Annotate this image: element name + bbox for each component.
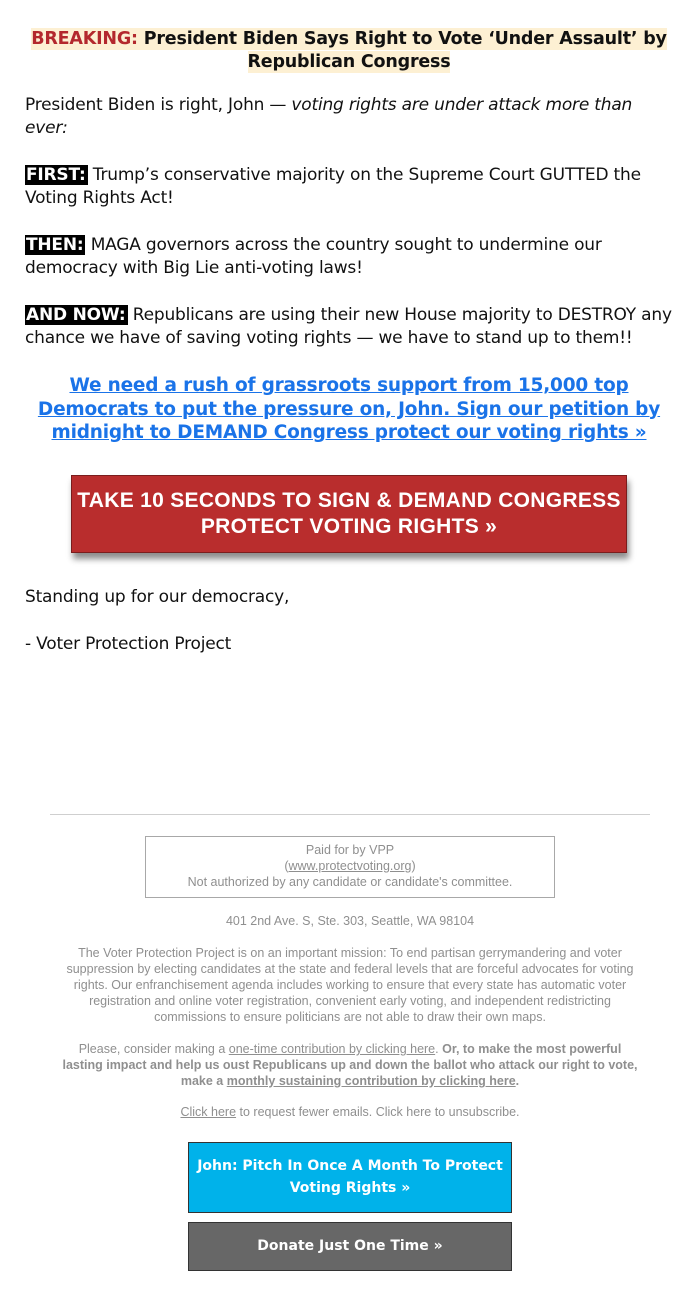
paid-for-box <box>145 836 555 898</box>
point-and-now-tag: AND NOW: <box>26 305 126 325</box>
powerful-text: Or, to make the most powerful lasting impact and help us oust Republicans up and down the ballot who attack our right to vote, make a <box>62 1042 638 1088</box>
sign-petition-button[interactable]: TAKE 10 SECONDS TO SIGN & DEMAND CONGRESS PROTECT VOTING RIGHTS » <box>71 475 627 553</box>
unsubscribe-rest[interactable]: to request fewer emails. Click here to unsubscribe. <box>236 1105 520 1119</box>
breaking-tag: BREAKING: <box>31 29 138 49</box>
signature: - Voter Protection Project <box>25 633 232 654</box>
petition-link[interactable]: We need a rush of grassroots support from 15,000 top Democrats to put the pressure on, John. Sign our petition by midnight to DEMAND Congress protect our voting rights » <box>37 375 661 443</box>
email-body <box>25 28 673 680</box>
monthly-donate-button[interactable]: John: Pitch In Once A Month To Protect Voting Rights » <box>188 1142 512 1213</box>
monthly-contribution-link[interactable]: monthly sustaining contribution by clicking here <box>226 1074 516 1088</box>
intro-paragraph <box>25 94 673 140</box>
powerful-end: . <box>515 1074 520 1088</box>
point-and-now-text: Republicans are using their new House majority to DESTROY any chance we have of saving voting rights — we have to stand up to them!! <box>25 305 672 348</box>
website-link[interactable]: www.protectvoting.org <box>288 859 412 873</box>
please-mid: . <box>435 1042 443 1056</box>
point-then <box>25 234 673 280</box>
unsubscribe-text <box>50 1104 650 1120</box>
contribution-text <box>58 1041 643 1089</box>
signoff-line: Standing up for our democracy, <box>25 586 290 607</box>
paid-for-text: Paid for by VPP <box>305 843 395 857</box>
intro-emphasis: voting rights are under attack more than ever: <box>25 95 633 138</box>
fewer-emails-link[interactable]: Click here <box>180 1105 237 1119</box>
one-time-donate-button[interactable]: Donate Just One Time » <box>188 1222 512 1271</box>
not-authorized-text: Not authorized by any candidate or candidate's committee. <box>187 875 513 889</box>
please-prefix: Please, consider making a <box>78 1042 229 1056</box>
intro-text: President Biden is right, John — <box>25 95 292 115</box>
mailing-address: 401 2nd Ave. S, Ste. 303, Seattle, WA 98104 <box>225 914 475 928</box>
point-then-text: MAGA governors across the country sought to undermine our democracy with Big Lie anti-voting laws! <box>25 235 602 278</box>
footer <box>50 814 650 1271</box>
signoff <box>25 586 673 656</box>
point-first-tag: FIRST: <box>26 165 86 185</box>
headline-highlight <box>31 28 666 73</box>
one-time-contribution-link[interactable]: one-time contribution by clicking here <box>228 1042 436 1056</box>
headline-text: President Biden Says Right to Vote ‘Under Assault’ by Republican Congress <box>143 29 667 72</box>
point-first <box>25 164 673 210</box>
paid-for-url-line: (www.protectvoting.org) <box>284 859 416 873</box>
point-first-text: Trump’s conservative majority on the Supreme Court GUTTED the Voting Rights Act! <box>25 165 641 208</box>
headline <box>25 28 673 74</box>
mission-statement: The Voter Protection Project is on an important mission: To end partisan gerrymandering and voter suppression by electing candidates at the state and federal levels that are forceful advocates for voting rights. Our enfranchisement agenda includes working to ensure that every state has automatic voter registration and online voter registration, convenient early voting, and independent redistricting commissions to ensure politicians are not able to draw their own maps. <box>66 946 634 1024</box>
point-then-tag: THEN: <box>26 235 84 255</box>
point-and-now <box>25 304 673 350</box>
